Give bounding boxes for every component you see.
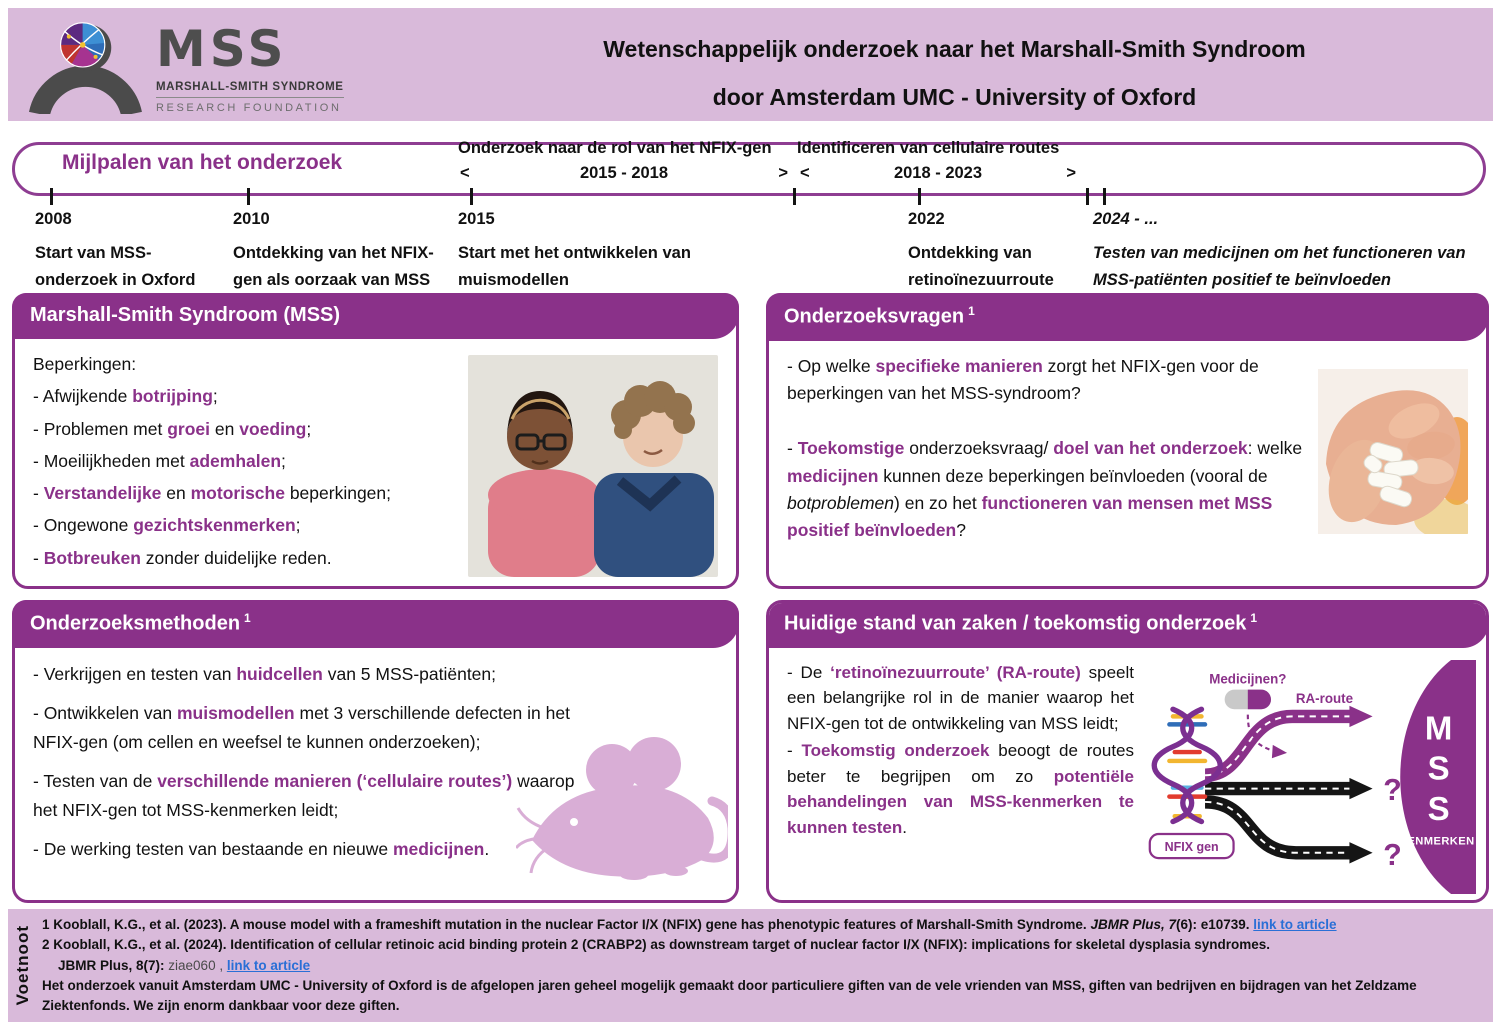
timeline-tick [50, 188, 53, 205]
list-item: - Problemen met groei en voeding; [33, 418, 312, 439]
pill-icon [1225, 689, 1271, 709]
panel-huidige-stand-header: Huidige stand van zaken / toekomstig onderzoek $^1$ [766, 600, 1489, 648]
timeline-tick [918, 188, 921, 205]
phase-2-years: 2018 - 2023 [893, 164, 983, 182]
nfix-gen-label [1150, 834, 1234, 858]
link-to-article-2[interactable]: link to article [226, 957, 311, 973]
question-mark: ? [1383, 838, 1402, 872]
page-subtitle: door Amsterdam UMC - University of Oxford [712, 84, 1197, 110]
panel-onderzoeksvragen-body [769, 341, 1486, 557]
timeline-tick [470, 188, 473, 205]
right-arrow-icon: > [1066, 164, 1076, 182]
milestone-2022: 2022 Ontdekking van retinoïnezuurroute [908, 210, 1054, 289]
footnote-ref: 1 [968, 304, 975, 318]
footnote-line-3: JBMR Plus, 8(7): ziae060 , link to article [58, 957, 311, 973]
panel-onderzoeksmethoden [12, 600, 739, 903]
logo-subtitle: MARSHALL-SMITH SYNDROME [156, 81, 344, 98]
header-band [8, 8, 1493, 121]
main-title [408, 16, 1501, 129]
footnote-line-1: 1 Kooblall, K.G., et al. (2023). A mouse model with a frameshift mutation in the nuclear Factor I/X (NFIX) gene has phenotypic features of Marshall-Smith Syndrome. JBMR Plus, 7(6): e10739. link to article [42, 917, 1337, 932]
methods-list [33, 660, 598, 864]
mss-foundation-logo [26, 20, 344, 114]
timeline-title: Mijlpalen van het onderzoek [62, 151, 343, 174]
svg-text:S: S [1427, 749, 1450, 787]
acknowledgement-text: Het onderzoek vanuit Amsterdam UMC - University of Oxford is de afgelopen jaren geheel mogelijk gemaakt door particuliere giften van de vele vrienden van MSS, giften van bedrijven en bijdragen van het Zeldzame Ziektenfonds. We zijn enorm dankbaar voor deze giften. [42, 977, 1417, 1013]
timeline-phase-1-label: Onderzoek naar de rol van het NFIX-gen [458, 139, 772, 157]
panel-huidige-stand-body [769, 648, 1486, 903]
unknown-route-arrow-1 [1205, 778, 1373, 799]
voetnoot-label: Voetnoot [13, 925, 32, 1006]
timeline-phase-2-label: Identificeren van cellulaire routes [797, 139, 1060, 157]
left-arrow-icon: < [460, 164, 470, 182]
list-item: - Botbreuken zonder duidelijke reden. [33, 547, 332, 568]
panel-onderzoeksmethoden-body [15, 648, 736, 886]
list-item: - Ontwikkelen van muismodellen met 3 verschillende defecten in het NFIX-gen (om cellen en weefsel te kunnen onderzoeken); [33, 702, 570, 752]
medicijnen-label: Medicijnen? [1209, 671, 1287, 687]
photo-two-children [468, 355, 718, 577]
current-status-text [787, 660, 1134, 894]
link-to-article-1[interactable]: link to article [1253, 917, 1337, 932]
milestone-2015: 2015 Start met het ontwikkelen van muismodellen [458, 210, 691, 289]
timeline-tick [793, 188, 796, 205]
photo-hand-with-pills [1318, 369, 1468, 534]
footnotes [42, 915, 1490, 1016]
mss-kenmerken-shape [1399, 660, 1476, 894]
right-arrow-icon: > [778, 164, 788, 182]
list-item: - Verkrijgen en testen van huidcellen van 5 MSS-patiënten; [33, 663, 497, 684]
phase-1-years: 2015 - 2018 [579, 164, 669, 182]
svg-text:KENMERKEN: KENMERKEN [1398, 835, 1475, 848]
research-questions [787, 353, 1304, 545]
mouse-silhouette-icon [516, 730, 728, 880]
panel-onderzoeksvragen [766, 293, 1489, 589]
status-paragraph-1: - De ‘retinoïnezuurroute’ (RA-route) speelt een belangrijke rol in de manier waarop het NFIX-gen tot de ontwikkeling van MSS leidt; [787, 662, 1134, 733]
status-paragraph-2: - Toekomstig onderzoek beoogt de routes beter te begrijpen om zo potentiële behandelingen van MSS-kenmerken te kunnen testen. [787, 741, 1134, 837]
svg-text:M: M [1424, 709, 1453, 747]
footnote-line-2: 2 Kooblall, K.G., et al. (2024). Identification of cellular retinoic acid binding protein 2 (CRABP2) as downstream target of nuclear factor I/X (NFIX): implications for skeletal dysplasia syndromes. [42, 937, 1271, 953]
panel-mss [12, 293, 739, 589]
timeline-tick [1103, 188, 1106, 205]
logo-text [156, 20, 344, 114]
timeline-tick [247, 188, 250, 205]
list-item: - Afwijkende botrijping; [33, 386, 218, 407]
page-title: Wetenschappelijk onderzoek naar het Marshall-Smith Syndroom [603, 36, 1306, 62]
left-arrow-icon: < [800, 164, 810, 182]
list-item: - Verstandelijke en motorische beperkingen; [33, 483, 392, 504]
panel-mss-body [15, 339, 736, 589]
svg-text:S: S [1427, 789, 1450, 827]
timeline-phase-2-range [800, 164, 1076, 183]
footnote-ref: 1 [1250, 611, 1258, 625]
milestone-2024: 2024 - ... Testen van medicijnen om het functioneren van MSS-patiënten positief te beïnvloeden [1093, 210, 1466, 289]
panel-huidige-stand [766, 600, 1489, 903]
question-mark: ? [1383, 773, 1402, 807]
list-item: - Moeilijkheden met ademhalen; [33, 450, 286, 471]
logo-figure-icon [26, 20, 144, 114]
panel-onderzoeksvragen-header: Onderzoeksvragen $^1$ [766, 293, 1489, 341]
ra-route-arrow [1205, 705, 1373, 775]
globe-icon [61, 23, 105, 68]
list-item: - De werking testen van bestaande en nieuwe medicijnen. [33, 838, 490, 859]
question-1: - Op welke specifieke manieren zorgt het NFIX-gen voor de beperkingen van het MSS-syndroom? [787, 355, 1259, 403]
panel-mss-header: Marshall-Smith Syndroom (MSS) [12, 293, 739, 339]
logo-acronym: MSS [156, 20, 288, 78]
logo-foundation: RESEARCH FOUNDATION [156, 102, 342, 114]
timeline-tick [1086, 188, 1089, 205]
milestone-2008: 2008 Start van MSS-onderzoek in Oxford [35, 210, 196, 289]
footnote-ref: 1 [244, 611, 251, 625]
list-item: - Ongewone gezichtskenmerken; [33, 515, 301, 536]
timeline-phase-1-range [460, 164, 788, 183]
mss-limitations-list [33, 351, 454, 577]
svg-text:NFIX gen: NFIX gen [1164, 839, 1219, 854]
question-2: - Toekomstige onderzoeksvraag/ doel van het onderzoek: welke medicijnen kunnen deze beperkingen beïnvloeden (vooral de botproblemen) en zo het functioneren van mensen met MSS positief beïnvloeden? [787, 438, 1303, 541]
list-item: Beperkingen: [33, 354, 137, 374]
list-item: - Testen van de verschillende manieren (‘cellulaire routes’) waarop het NFIX-gen tot MSS-kenmerken leidt; [33, 770, 575, 820]
pathway-diagram [1148, 660, 1476, 894]
ra-route-label: RA-route [1295, 690, 1354, 706]
milestone-2010: 2010 Ontdekking van het NFIX-gen als oorzaak van MSS [233, 210, 434, 289]
panel-onderzoeksmethoden-header: Onderzoeksmethoden $^1$ [12, 600, 739, 648]
